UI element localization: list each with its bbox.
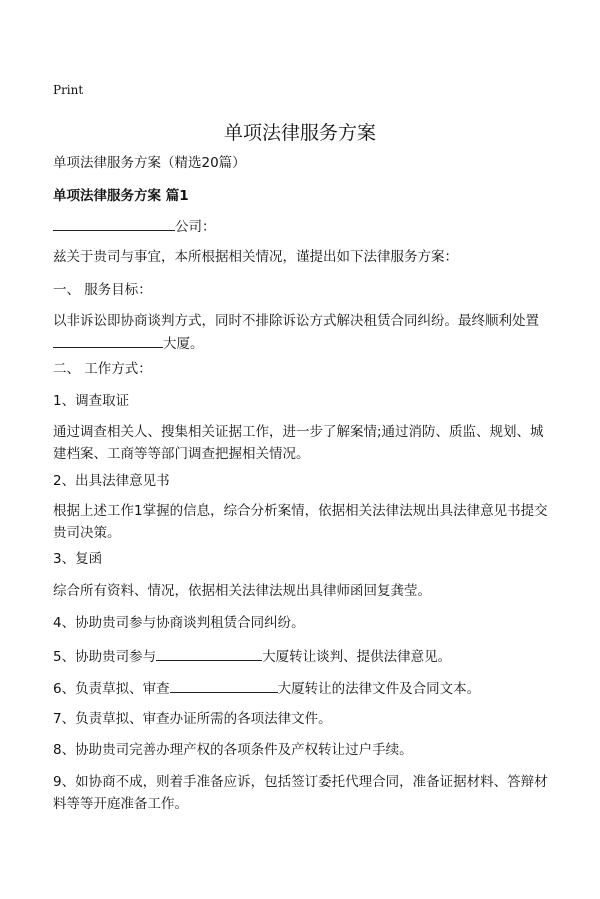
item6-text-before: 6、负责草拟、审查 bbox=[53, 681, 170, 697]
goal-text-after: 大厦。 bbox=[163, 336, 204, 352]
item3-paragraph: 综合所有资料、情况，依据相关法律法规出具律师函回复龚莹。 bbox=[53, 583, 431, 599]
item6-blank bbox=[170, 677, 278, 693]
item4-line: 4、协助贵司参与协商谈判租赁合同纠纷。 bbox=[53, 615, 305, 631]
document-title: 单项法律服务方案 bbox=[223, 122, 376, 144]
document-subtitle: 单项法律服务方案（精选20篇） bbox=[53, 155, 246, 171]
item5-text-before: 5、协助贵司参与 bbox=[53, 649, 157, 665]
item1-paragraph: 通过调查相关人、搜集相关证据工作，进一步了解案情;通过消防、质监、规划、城建档案、工商等等部门调查把握相关情况。 bbox=[53, 424, 544, 462]
item2-heading: 2、出具法律意见书 bbox=[53, 473, 170, 489]
item7-line: 7、负责草拟、审查办证所需的各项法律文件。 bbox=[53, 711, 332, 727]
building-name-blank bbox=[53, 332, 163, 348]
item1-heading: 1、调查取证 bbox=[53, 393, 130, 409]
goal-text-before: 以非诉讼即协商谈判方式，同时不排除诉讼方式解决租赁合同纠纷。最终顺利处置 bbox=[53, 313, 539, 329]
item3-heading: 3、复函 bbox=[53, 551, 103, 567]
section-heading: 单项法律服务方案 篇1 bbox=[53, 188, 189, 204]
goal-paragraph bbox=[53, 310, 553, 355]
print-label[interactable]: Print bbox=[53, 83, 84, 97]
item2-paragraph: 根据上述工作1掌握的信息，综合分析案情，依据相关法律法规出具法律意见书提交贵司决策。 bbox=[53, 503, 548, 541]
goal-heading: 一、 服务目标： bbox=[53, 282, 152, 298]
item6-text-after: 大厦转让的法律文件及合同文本。 bbox=[277, 681, 481, 697]
company-suffix: 公司： bbox=[175, 219, 216, 235]
company-name-blank bbox=[53, 215, 175, 231]
item5-line bbox=[53, 645, 553, 668]
item6-line bbox=[53, 677, 553, 700]
item9-paragraph: 9、如协商不成，则着手准备应诉，包括签订委托代理合同，准备证据材料、答辩材料等等开庭准备工作。 bbox=[53, 774, 548, 812]
item5-blank bbox=[156, 645, 262, 661]
company-line bbox=[53, 215, 553, 238]
intro-paragraph: 兹关于贵司与事宜，本所根据相关情况，谨提出如下法律服务方案： bbox=[53, 249, 458, 265]
item5-text-after: 大厦转让谈判、提供法律意见。 bbox=[262, 649, 452, 665]
method-heading: 二、 工作方式： bbox=[53, 361, 152, 377]
item8-line: 8、协助贵司完善办理产权的各项条件及产权转让过户手续。 bbox=[53, 742, 413, 758]
